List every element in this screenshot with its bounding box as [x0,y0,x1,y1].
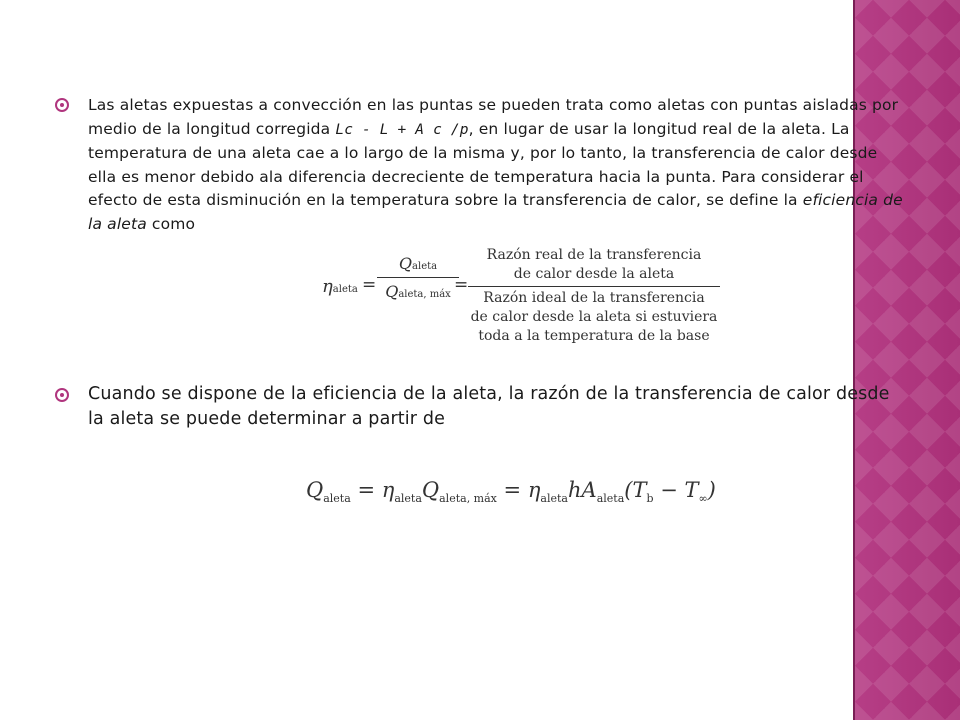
equals-sign: = [362,275,377,295]
paragraph-1-clip [88,94,903,234]
bullet-icon [55,388,69,402]
paragraph-2: Cuando se dispone de la eficiencia de la aleta, la razón de la transferencia de calor desde la aleta se puede determinar a partir de [88,384,890,429]
text-denominator: Razón ideal de la transferencia de calor desde la aleta si estuviera toda a la temperatura de la base [470,290,718,344]
equals-sign-2: = [454,275,469,295]
equation-heat-rate: $Q_{aleta} = \eta_{aleta}Q_{aleta, máx} = \eta_{aleta}hA_{aleta}(T_b - T_\infty)$ [306,478,716,506]
q-denominator: Qaleta, máx [385,282,451,301]
inline-formula: Lc - L + A c /p [335,121,469,138]
bullet-icon [55,98,69,112]
q-numerator: Qaleta [377,254,459,278]
emphasis-term: eficiencia de la aleta [88,191,903,233]
eta-symbol: ηaleta [322,276,358,297]
text-numerator: Razón real de la transferencia de calor desde la aleta [468,246,720,287]
q-ratio-fraction [377,254,459,301]
text-ratio-fraction [468,246,720,346]
equation-fin-efficiency [322,246,722,350]
paragraph-1: Las aletas expuestas a convección en las puntas se pueden trata como aletas con puntas aisladas por medio de la longitud corregida Lc - L + A c /p, en lugar de usar la longitud real de la aleta. La temperatura de una aleta cae a lo largo de la misma y, por lo tanto, la transferencia de calor desde ella es menor debido ala diferencia decreciente de temperatura hacia la punta. Para considerar el efecto de esta disminución en la temperatura sobre la transferencia de calor, se define la eficiencia de la aleta como [88,96,903,233]
